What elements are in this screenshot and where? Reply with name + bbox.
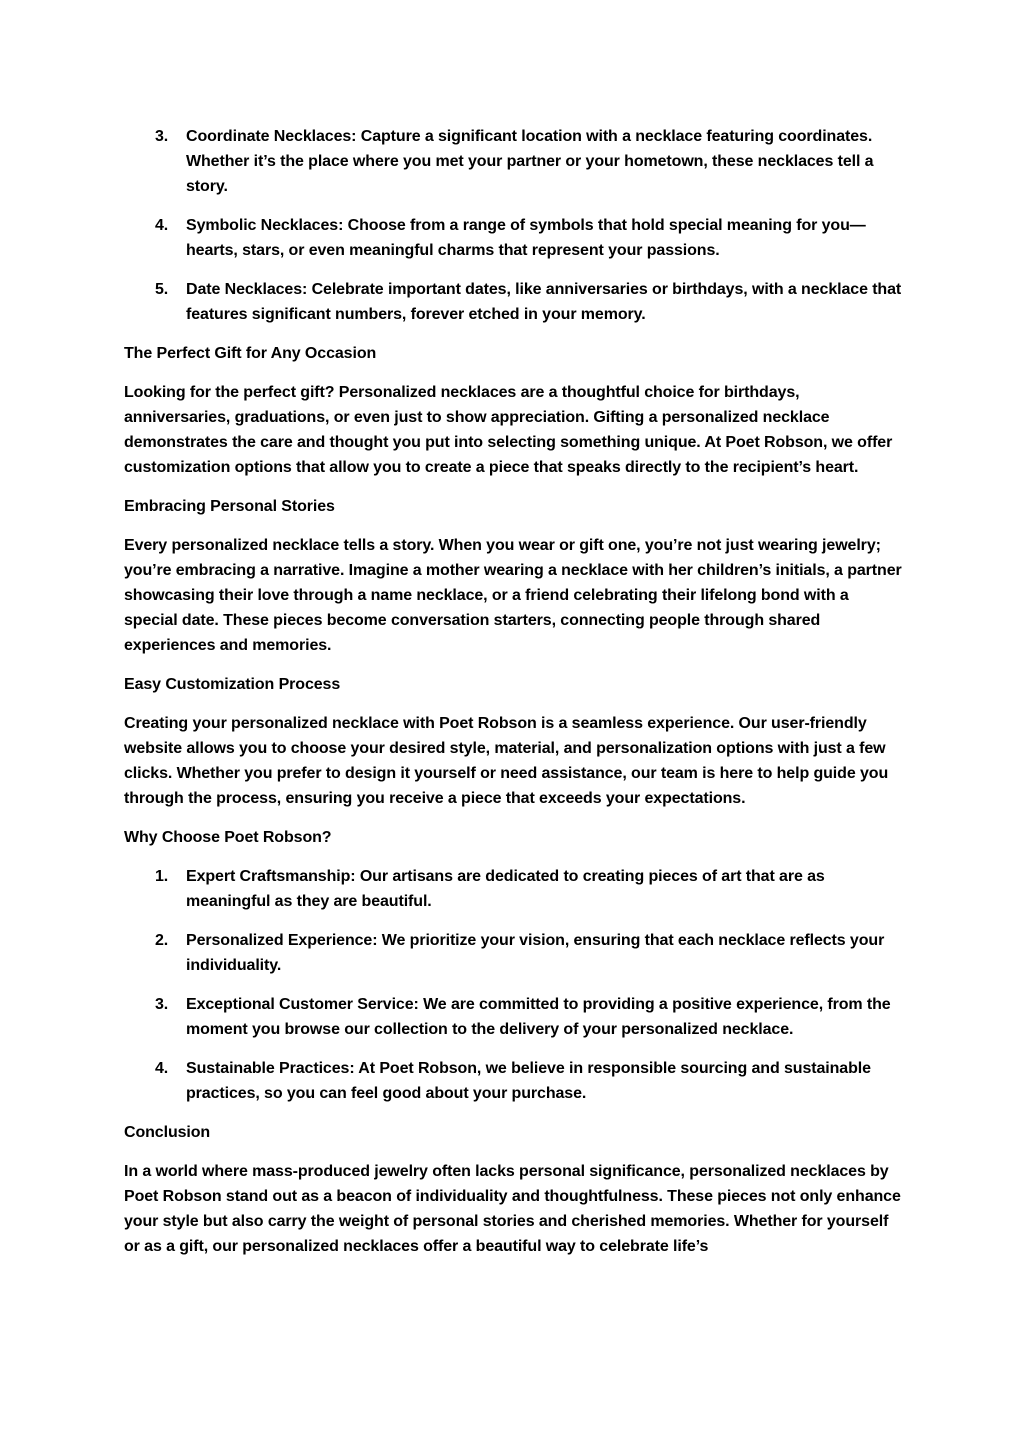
list-item-text: Sustainable Practices: At Poet Robson, we believe in responsible sourcing and sustainable practices, so you can feel good about your purchase. [186,1060,871,1102]
section-heading-stories: Embracing Personal Stories [124,498,335,515]
list-item-text: Coordinate Necklaces: Capture a significant location with a necklace featuring coordinates. Whether it’s the place where you met your partner or your hometown, these necklaces tell a story. [186,128,874,195]
list-item-text: Personalized Experience: We prioritize your vision, ensuring that each necklace reflects your individuality. [186,932,885,974]
list-number: 3. [155,996,169,1013]
list-item [124,1056,902,1106]
section-heading-why: Why Choose Poet Robson? [124,829,332,846]
list-number: 4. [155,1060,169,1077]
list-number: 1. [155,868,169,885]
list-item-text: Expert Craftsmanship: Our artisans are dedicated to creating pieces of art that are as meaningful as they are beautiful. [186,868,825,910]
list-item-text: Date Necklaces: Celebrate important dates, like anniversaries or birthdays, with a necklace that features significant numbers, forever etched in your memory. [186,281,902,323]
list-number: 2. [155,932,169,949]
paragraph-customization: Creating your personalized necklace with Poet Robson is a seamless experience. Our user-friendly website allows you to choose your desired style, material, and personalization options with just a few clicks. Whether you prefer to design it yourself or need assistance, our team is here to help guide you through the process, ensuring you receive a piece that exceeds your expectations. [124,715,889,807]
document-page [124,124,902,1273]
list-item [124,213,902,263]
list-item [124,928,902,978]
reasons-list [124,864,902,1106]
list-item [124,864,902,914]
paragraph-stories: Every personalized necklace tells a story. When you wear or gift one, you’re not just wearing jewelry; you’re embracing a narrative. Imagine a mother wearing a necklace with her children’s initials, a partner showcasing their love through a name necklace, or a friend celebrating their lifelong bond with a special date. These pieces become conversation starters, connecting people through shared experiences and memories. [124,537,902,654]
list-item [124,992,902,1042]
paragraph-conclusion: In a world where mass-produced jewelry often lacks personal significance, personalized necklaces by Poet Robson stand out as a beacon of individuality and thoughtfulness. These pieces not only enhance your style but also carry the weight of personal stories and cherished memories. Whether for yourself or as a gift, our personalized necklaces offer a beautiful way to celebrate life’s [124,1163,901,1255]
list-number: 5. [155,281,169,298]
list-number: 4. [155,217,169,234]
list-item [124,277,902,327]
section-heading-customization: Easy Customization Process [124,676,341,693]
list-item-text: Exceptional Customer Service: We are committed to providing a positive experience, from the moment you browse our collection to the delivery of your personalized necklace. [186,996,891,1038]
necklace-types-list [124,124,902,327]
section-heading-conclusion: Conclusion [124,1124,211,1141]
list-item-text: Symbolic Necklaces: Choose from a range of symbols that hold special meaning for you—hearts, stars, or even meaningful charms that represent your passions. [186,217,866,259]
section-heading-perfect-gift: The Perfect Gift for Any Occasion [124,345,377,362]
paragraph-perfect-gift: Looking for the perfect gift? Personalized necklaces are a thoughtful choice for birthdays, anniversaries, graduations, or even just to show appreciation. Gifting a personalized necklace demonstrates the care and thought you put into selecting something unique. At Poet Robson, we offer customization options that allow you to create a piece that speaks directly to the recipient’s heart. [124,384,893,476]
list-number: 3. [155,128,169,145]
list-item [124,124,902,199]
